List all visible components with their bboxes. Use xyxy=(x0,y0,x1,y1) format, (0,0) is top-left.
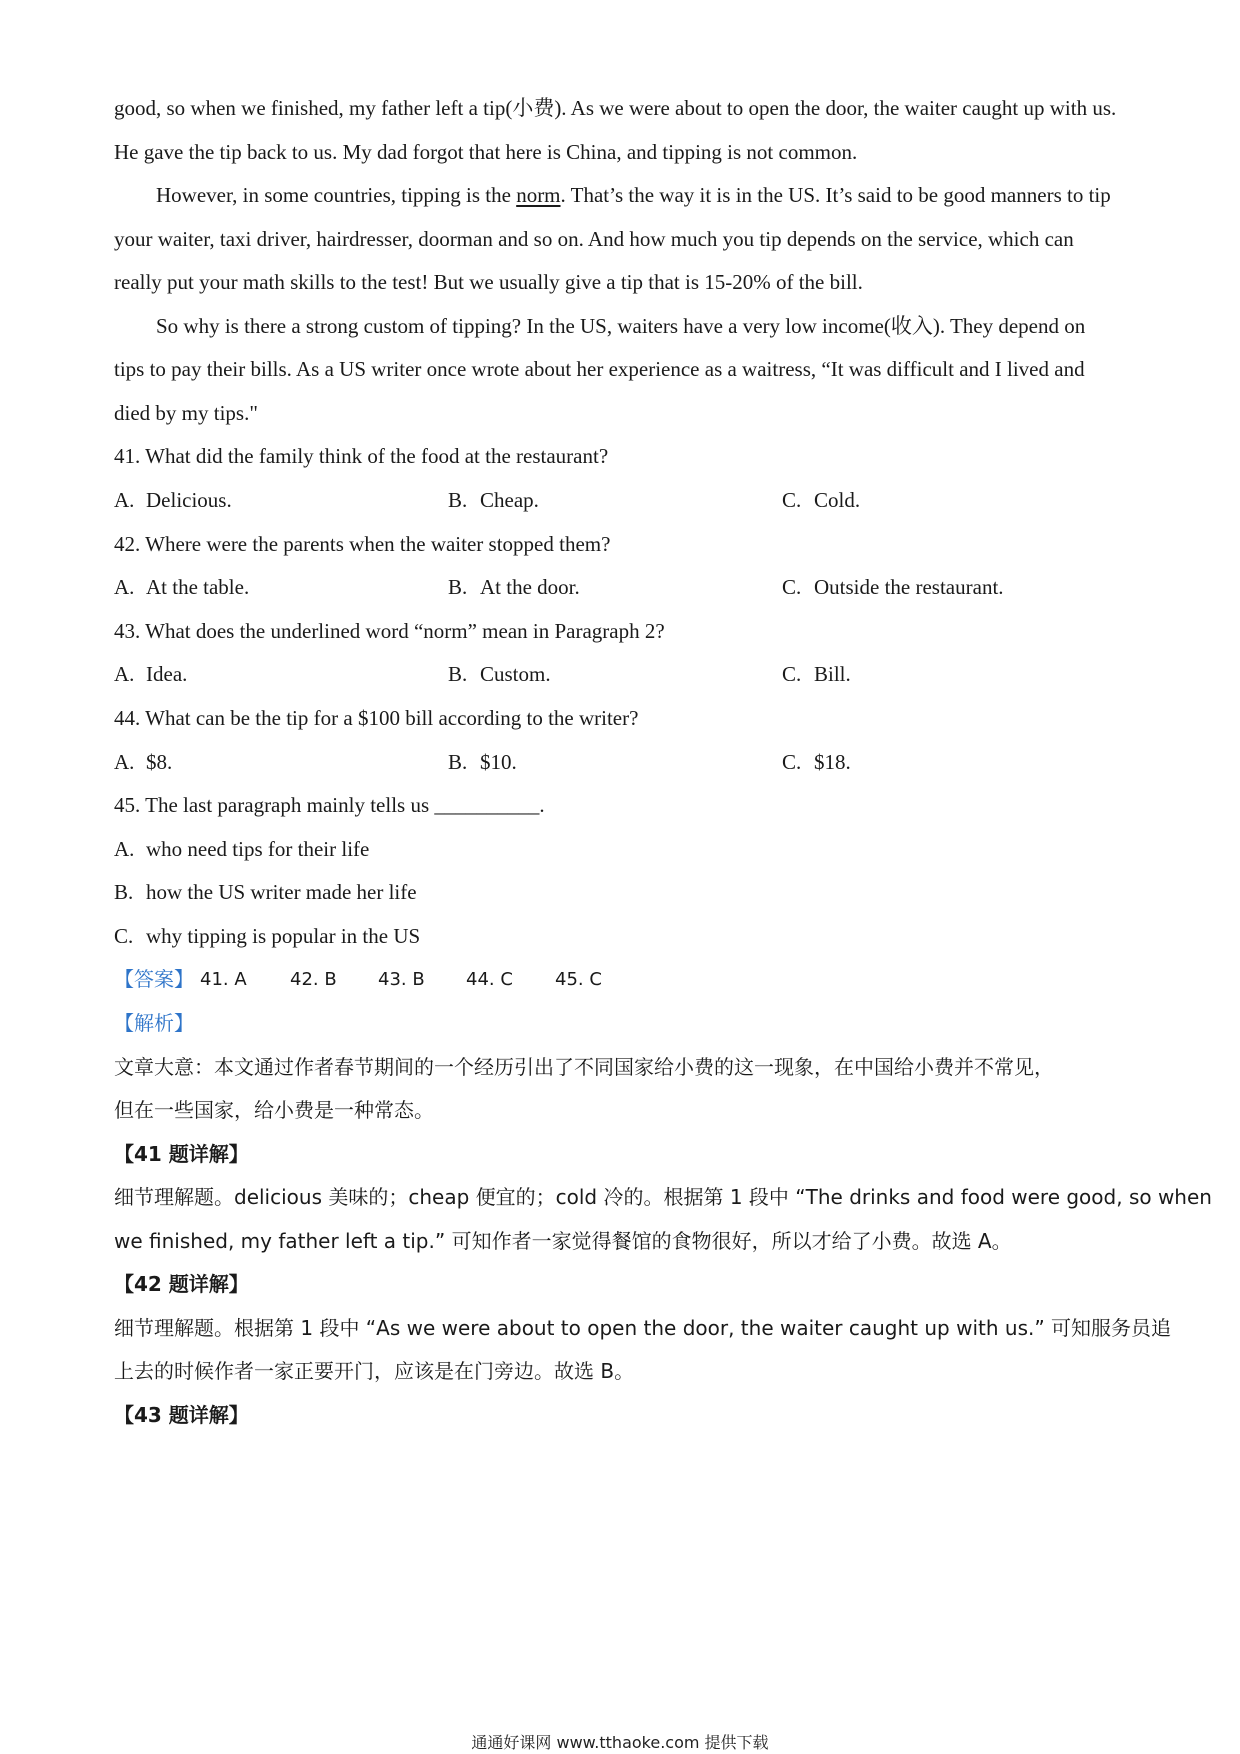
passage-line: your waiter, taxi driver, hairdresser, doorman and so on. And how much you tip depends on the service, which can xyxy=(114,227,1074,251)
question-43: 43. What does the underlined word “norm” mean in Paragraph 2? xyxy=(114,619,665,643)
option-letter: B. xyxy=(448,662,468,686)
summary-line: 但在一些国家，给小费是一种常态。 xyxy=(114,1098,434,1122)
option-42-c xyxy=(782,573,1004,601)
analysis-label: 【解析】 xyxy=(114,1011,194,1035)
question-45: 45. The last paragraph mainly tells us __________. xyxy=(114,793,545,817)
option-text: $8. xyxy=(146,750,173,774)
option-letter: B. xyxy=(448,575,468,599)
passage-line: died by my tips." xyxy=(114,401,258,425)
option-text: why tipping is popular in the US xyxy=(146,924,421,948)
answer-item: 45. C xyxy=(555,969,602,990)
option-text: Idea. xyxy=(146,662,188,686)
option-44-c xyxy=(782,748,851,776)
option-43-c xyxy=(782,660,851,688)
option-text: Cheap. xyxy=(480,488,539,512)
option-text: Bill. xyxy=(814,662,851,686)
option-42-b xyxy=(448,573,580,601)
option-text: $10. xyxy=(480,750,517,774)
detail-line: 细节理解题。delicious 美味的；cheap 便宜的；cold 冷的。根据第 1 段中 “The drinks and food were good, so when xyxy=(114,1185,1212,1209)
option-letter: C. xyxy=(782,575,802,599)
option-42-a xyxy=(114,573,249,601)
option-44-b xyxy=(448,748,517,776)
option-41-c xyxy=(782,486,860,514)
option-text: Custom. xyxy=(480,662,551,686)
summary-line: 文章大意：本文通过作者春节期间的一个经历引出了不同国家给小费的这一现象，在中国给小费并不常见， xyxy=(114,1055,1054,1079)
question-44: 44. What can be the tip for a $100 bill according to the writer? xyxy=(114,706,639,730)
answer-item: 43. B xyxy=(378,969,425,990)
passage-line: really put your math skills to the test! But we usually give a tip that is 15-20% of the bill. xyxy=(114,270,863,294)
answer-label: 【答案】 xyxy=(114,967,194,991)
passage-text: However, in some countries, tipping is the xyxy=(156,183,517,207)
option-letter: C. xyxy=(114,924,134,948)
option-45-c xyxy=(114,922,420,950)
answer-item: 42. B xyxy=(290,969,337,990)
option-letter: A. xyxy=(114,837,135,861)
underlined-word: norm xyxy=(516,183,561,207)
option-letter: B. xyxy=(448,488,468,512)
option-text: At the door. xyxy=(480,575,580,599)
page-footer: 通通好课网 www.tthaoke.com 提供下载 xyxy=(471,1733,769,1752)
answer-item: 41. A xyxy=(200,969,247,990)
passage-line xyxy=(156,181,1111,209)
passage-line: So why is there a strong custom of tipping? In the US, waiters have a very low income(收入). They depend on xyxy=(156,314,1086,338)
option-letter: C. xyxy=(782,750,802,774)
option-text: $18. xyxy=(814,750,851,774)
option-43-b xyxy=(448,660,551,688)
option-letter: C. xyxy=(782,662,802,686)
option-letter: A. xyxy=(114,662,135,686)
option-letter: A. xyxy=(114,750,135,774)
option-text: how the US writer made her life xyxy=(146,880,417,904)
option-text: who need tips for their life xyxy=(146,837,370,861)
option-45-b xyxy=(114,878,417,906)
option-41-b xyxy=(448,486,539,514)
option-letter: A. xyxy=(114,488,135,512)
detail-42-title: 【42 题详解】 xyxy=(114,1272,249,1296)
detail-line: 细节理解题。根据第 1 段中 “As we were about to open the door, the waiter caught up with us.” 可知服务员追 xyxy=(114,1316,1172,1340)
detail-line: we finished, my father left a tip.” 可知作者一家觉得餐馆的食物很好，所以才给了小费。故选 A。 xyxy=(114,1229,1012,1253)
option-44-a xyxy=(114,748,172,776)
question-42: 42. Where were the parents when the waiter stopped them? xyxy=(114,532,611,556)
option-letter: B. xyxy=(114,880,134,904)
option-letter: B. xyxy=(448,750,468,774)
option-41-a xyxy=(114,486,232,514)
question-41: 41. What did the family think of the food at the restaurant? xyxy=(114,444,609,468)
option-text: At the table. xyxy=(146,575,250,599)
passage-line: He gave the tip back to us. My dad forgot that here is China, and tipping is not common. xyxy=(114,140,858,164)
option-43-a xyxy=(114,660,187,688)
option-letter: A. xyxy=(114,575,135,599)
detail-41-title: 【41 题详解】 xyxy=(114,1142,249,1166)
detail-line: 上去的时候作者一家正要开门，应该是在门旁边。故选 B。 xyxy=(114,1359,635,1383)
option-text: Outside the restaurant. xyxy=(814,575,1004,599)
option-text: Delicious. xyxy=(146,488,232,512)
passage-text: . That’s the way it is in the US. It’s said to be good manners to tip xyxy=(560,183,1111,207)
option-text: Cold. xyxy=(814,488,861,512)
detail-43-title: 【43 题详解】 xyxy=(114,1403,249,1427)
option-letter: C. xyxy=(782,488,802,512)
passage-line: tips to pay their bills. As a US writer once wrote about her experience as a waitress, “It was difficult and I lived and xyxy=(114,357,1085,381)
option-45-a xyxy=(114,835,369,863)
answer-item: 44. C xyxy=(466,969,513,990)
passage-line: good, so when we finished, my father left a tip(小费). As we were about to open the door, the waiter caught up with us. xyxy=(114,96,1117,120)
